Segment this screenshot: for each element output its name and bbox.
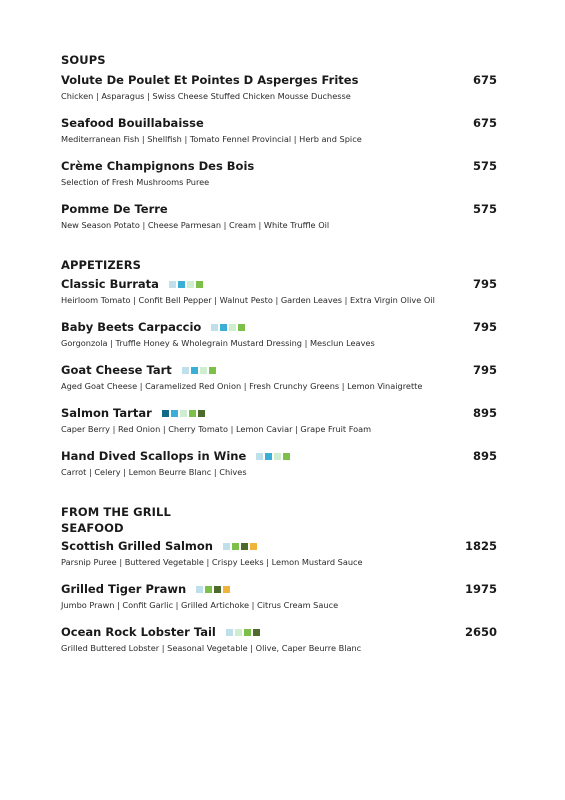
menu-item — [61, 362, 497, 405]
item-name-row — [61, 319, 497, 336]
light-blue-tag-icon — [211, 324, 218, 331]
cyan-tag-icon — [265, 453, 272, 460]
pale-green-tag-icon — [187, 281, 194, 288]
item-name-row — [61, 72, 497, 89]
pale-green-tag-icon — [229, 324, 236, 331]
pale-green-tag-icon — [274, 453, 281, 460]
soups-list — [61, 72, 497, 244]
item-price: 795 — [472, 320, 497, 334]
cyan-tag-icon — [220, 324, 227, 331]
item-name: Baby Beets Carpaccio — [61, 320, 202, 334]
item-price: 895 — [472, 406, 497, 420]
menu-item — [61, 158, 497, 201]
item-name: Salmon Tartar — [61, 406, 152, 420]
item-name: Ocean Rock Lobster Tail — [61, 625, 216, 639]
cyan-tag-icon — [171, 410, 178, 417]
item-name-row — [61, 276, 497, 293]
menu-item — [61, 276, 497, 319]
dietary-tags — [169, 281, 203, 288]
pale-green-tag-icon — [180, 410, 187, 417]
item-name: Grilled Tiger Prawn — [61, 582, 187, 596]
soups-section — [61, 52, 497, 244]
olive-tag-icon — [198, 410, 205, 417]
green-tag-icon — [205, 586, 212, 593]
item-price: 895 — [472, 449, 497, 463]
item-name-row — [61, 405, 497, 422]
green-tag-icon — [238, 324, 245, 331]
item-name: Goat Cheese Tart — [61, 363, 172, 377]
light-blue-tag-icon — [223, 543, 230, 550]
green-tag-icon — [283, 453, 290, 460]
dark-teal-tag-icon — [162, 410, 169, 417]
menu-item — [61, 201, 497, 244]
light-blue-tag-icon — [182, 367, 189, 374]
item-price: 795 — [472, 363, 497, 377]
section-subtitle: SEAFOOD — [61, 521, 124, 535]
item-description: New Season Potato | Cheese Parmesan | Cream | White Truffle Oil — [61, 220, 330, 230]
item-name: Classic Burrata — [61, 277, 159, 291]
light-blue-tag-icon — [169, 281, 176, 288]
item-price: 1825 — [464, 539, 497, 553]
menu-item — [61, 319, 497, 362]
menu-item — [61, 448, 497, 491]
item-name-row — [61, 624, 497, 641]
item-price: 575 — [472, 202, 497, 216]
dietary-tags — [256, 453, 290, 460]
section-title: FROM THE GRILL — [61, 505, 171, 519]
green-tag-icon — [232, 543, 239, 550]
dietary-tags — [162, 410, 205, 417]
green-tag-icon — [244, 629, 251, 636]
light-blue-tag-icon — [196, 586, 203, 593]
menu-item — [61, 115, 497, 158]
menu-item — [61, 538, 497, 581]
item-name-row — [61, 448, 497, 465]
green-tag-icon — [189, 410, 196, 417]
dietary-tags — [182, 367, 216, 374]
item-description: Grilled Buttered Lobster | Seasonal Vegetable | Olive, Caper Beurre Blanc — [61, 643, 362, 653]
menu-item — [61, 72, 497, 115]
orange-tag-icon — [223, 586, 230, 593]
item-description: Aged Goat Cheese | Caramelized Red Onion | Fresh Crunchy Greens | Lemon Vinaigrette — [61, 381, 423, 391]
menu-item — [61, 624, 497, 667]
item-price: 675 — [472, 73, 497, 87]
item-name: Hand Dived Scallops in Wine — [61, 449, 247, 463]
menu-item — [61, 581, 497, 624]
menu-item — [61, 405, 497, 448]
green-tag-icon — [196, 281, 203, 288]
item-name-row — [61, 158, 497, 175]
section-title: APPETIZERS — [61, 258, 142, 272]
green-tag-icon — [209, 367, 216, 374]
item-name-row — [61, 115, 497, 132]
item-name: Volute De Poulet Et Pointes D Asperges Frites — [61, 73, 359, 87]
dietary-tags — [211, 324, 245, 331]
item-name-row — [61, 581, 497, 598]
pale-green-tag-icon — [235, 629, 242, 636]
item-price: 1975 — [464, 582, 497, 596]
olive-tag-icon — [214, 586, 221, 593]
item-name: Scottish Grilled Salmon — [61, 539, 213, 553]
olive-tag-icon — [241, 543, 248, 550]
item-name-row — [61, 362, 497, 379]
appetizers-list — [61, 276, 497, 491]
appetizers-section — [61, 257, 497, 491]
item-description: Gorgonzola | Truffle Honey & Wholegrain Mustard Dressing | Mesclun Leaves — [61, 338, 375, 348]
item-description: Mediterranean Fish | Shellfish | Tomato Fennel Provincial | Herb and Spice — [61, 134, 362, 144]
cyan-tag-icon — [178, 281, 185, 288]
dietary-tags — [196, 586, 230, 593]
item-price: 2650 — [464, 625, 497, 639]
pale-green-tag-icon — [200, 367, 207, 374]
item-name-row — [61, 538, 497, 555]
item-name-row — [61, 201, 497, 218]
item-description: Chicken | Asparagus | Swiss Cheese Stuffed Chicken Mousse Duchesse — [61, 91, 351, 101]
item-price: 575 — [472, 159, 497, 173]
item-price: 675 — [472, 116, 497, 130]
grill-list — [61, 538, 497, 667]
light-blue-tag-icon — [226, 629, 233, 636]
item-name: Crème Champignons Des Bois — [61, 159, 255, 173]
item-description: Heirloom Tomato | Confit Bell Pepper | Walnut Pesto | Garden Leaves | Extra Virgin Olive Oil — [61, 295, 435, 305]
item-description: Caper Berry | Red Onion | Cherry Tomato | Lemon Caviar | Grape Fruit Foam — [61, 424, 372, 434]
dietary-tags — [226, 629, 260, 636]
item-description: Carrot | Celery | Lemon Beurre Blanc | Chives — [61, 467, 247, 477]
dietary-tags — [223, 543, 257, 550]
item-description: Jumbo Prawn | Confit Garlic | Grilled Artichoke | Citrus Cream Sauce — [61, 600, 339, 610]
item-name: Pomme De Terre — [61, 202, 168, 216]
item-price: 795 — [472, 277, 497, 291]
item-description: Parsnip Puree | Buttered Vegetable | Crispy Leeks | Lemon Mustard Sauce — [61, 557, 363, 567]
grill-section — [61, 504, 497, 667]
section-title: SOUPS — [61, 53, 106, 67]
item-name: Seafood Bouillabaisse — [61, 116, 204, 130]
olive-tag-icon — [253, 629, 260, 636]
item-description: Selection of Fresh Mushrooms Puree — [61, 177, 210, 187]
cyan-tag-icon — [191, 367, 198, 374]
light-blue-tag-icon — [256, 453, 263, 460]
orange-tag-icon — [250, 543, 257, 550]
